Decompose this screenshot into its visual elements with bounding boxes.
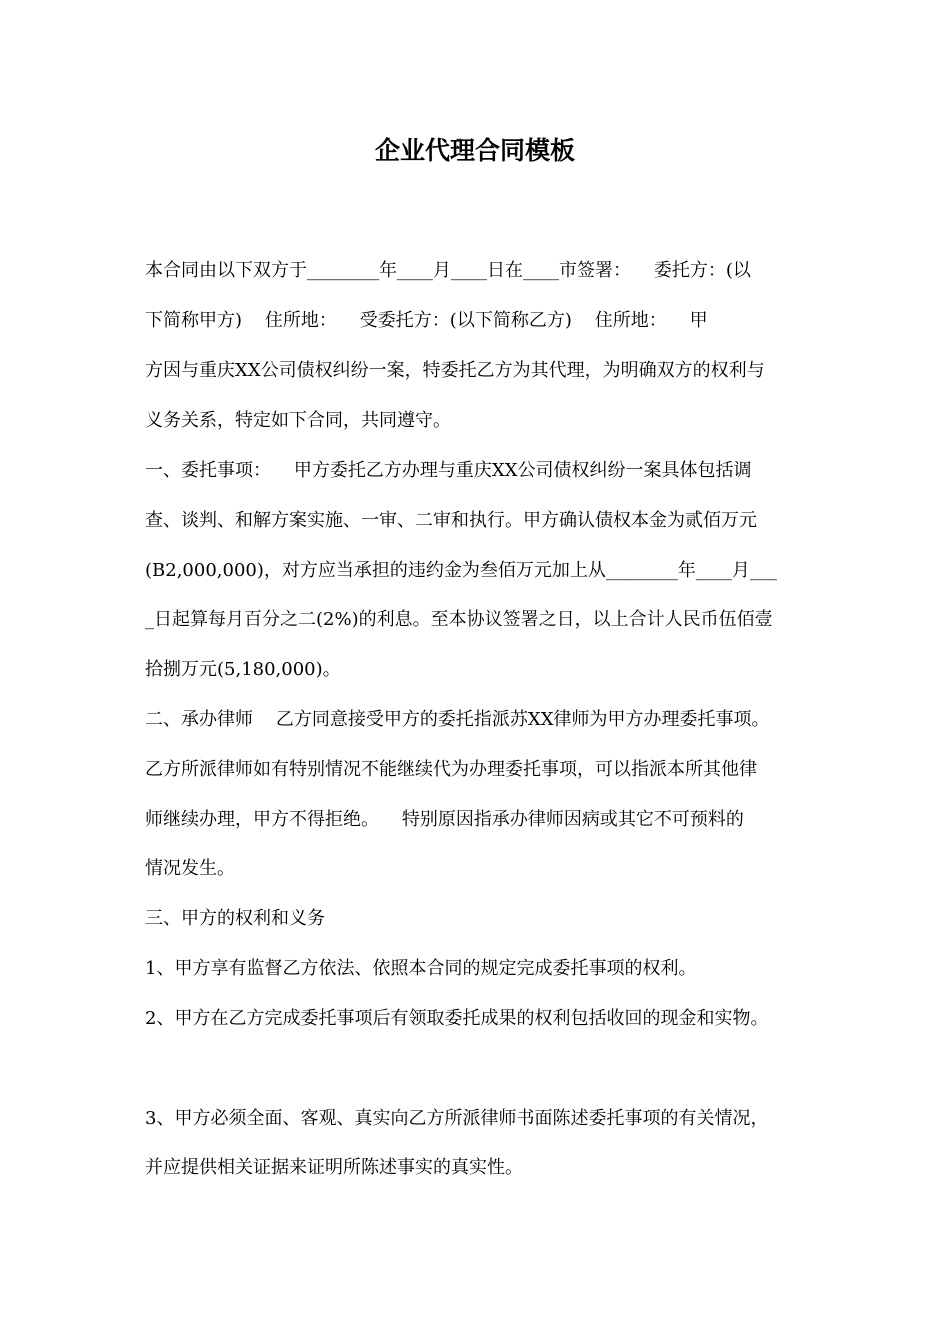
paragraph-line: 并应提供相关证据来证明所陈述事实的真实性。 <box>145 1157 523 1178</box>
paragraph-line: 乙方所派律师如有特别情况不能继续代为办理委托事项，可以指派本所其他律 <box>145 759 757 780</box>
paragraph-line: _日起算每月百分之二(2%)的利息。至本协议签署之日，以上合计人民币伍佰壹 <box>145 609 773 630</box>
paragraph-line: 一、委托事项： 甲方委托乙方办理与重庆XX公司债权纠纷一案具体包括调 <box>145 460 752 481</box>
paragraph-line: 下简称甲方) 住所地： 受委托方：(以下简称乙方) 住所地： 甲 <box>145 310 708 331</box>
paragraph-line: 2、甲方在乙方完成委托事项后有领取委托成果的权利包括收回的现金和实物。 <box>145 1008 769 1029</box>
paragraph-line: 师继续办理，甲方不得拒绝。 特别原因指承办律师因病或其它不可预料的 <box>145 809 744 830</box>
paragraph-line: 方因与重庆XX公司债权纠纷一案，特委托乙方为其代理，为明确双方的权利与 <box>145 360 765 381</box>
paragraph-line: 义务关系，特定如下合同，共同遵守。 <box>145 410 451 431</box>
paragraph-line: (B2,000,000)，对方应当承担的违约金为叁佰万元加上从________年____月___ <box>145 560 777 581</box>
paragraph-line: 拾捌万元(5,180,000)。 <box>145 659 341 680</box>
document-title: 企业代理合同模板 <box>374 136 575 165</box>
paragraph-line: 查、谈判、和解方案实施、一审、二审和执行。甲方确认债权本金为贰佰万元 <box>145 510 757 531</box>
paragraph-line: 情况发生。 <box>145 858 235 879</box>
paragraph-line: 二、承办律师 乙方同意接受甲方的委托指派苏XX律师为甲方办理委托事项。 <box>145 709 770 730</box>
paragraph-line: 3、甲方必须全面、客观、真实向乙方所派律师书面陈述委托事项的有关情况， <box>145 1108 769 1129</box>
paragraph-line: 1、甲方享有监督乙方依法、依照本合同的规定完成委托事项的权利。 <box>145 958 697 979</box>
section-heading: 三、甲方的权利和义务 <box>145 908 325 929</box>
paragraph-line: 本合同由以下双方于________年____月____日在____市签署： 委托方：(以 <box>145 260 751 281</box>
